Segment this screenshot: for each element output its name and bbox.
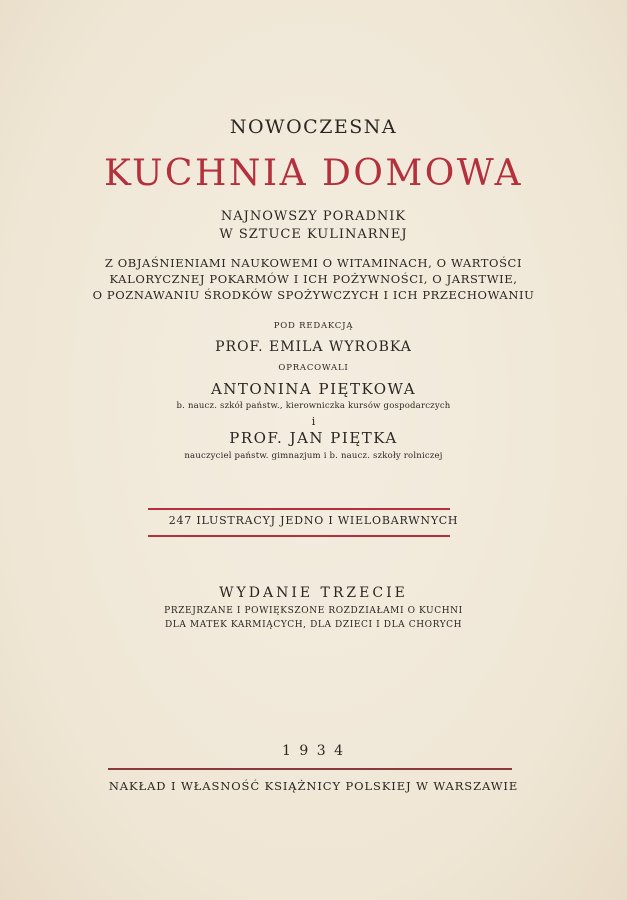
- author1-desc: b. naucz. szkół państw., kierowniczka kursów gospodarczych: [176, 401, 451, 411]
- description-line-2: KALORYCZNEJ POKARMÓW I ICH POŻYWNOŚCI, O JARSTWIE,: [109, 272, 518, 286]
- conjunction: i: [311, 415, 316, 428]
- edition-desc-line-1: PRZEJRZANE I POWIĘKSZONE ROZDZIAŁAMI O KUCHNI: [164, 606, 463, 616]
- author1-name: ANTONINA PIĘTKOWA: [210, 380, 417, 398]
- description-line-1: Z OBJAŚNIENIAMI NAUKOWEMI O WITAMINACH, O WARTOŚCI: [104, 256, 523, 270]
- title-top: NOWOCZESNA: [229, 116, 398, 138]
- description-line-3: O POZNAWANIU ŚRODKÓW SPOŻYWCZYCH I ICH PRZECHOWANIU: [92, 288, 535, 302]
- authors-label: OPRACOWALI: [278, 363, 349, 373]
- author2-desc: nauczyciel państw. gimnazjum i b. naucz. szkoły rolniczej: [184, 451, 443, 461]
- publisher-rule: [108, 768, 512, 770]
- illustrations-rule-top: [148, 508, 450, 510]
- title-main: KUCHNIA DOMOWA: [103, 153, 523, 194]
- illustrations-rule-bottom: [148, 535, 450, 537]
- publisher-line: NAKŁAD I WŁASNOŚĆ KSIĄŻNICY POLSKIEJ W WARSZAWIE: [108, 779, 519, 793]
- illustrations-note: 247 ILUSTRACYJ JEDNO I WIELOBARWNYCH: [168, 514, 459, 527]
- edition-desc-line-2: DLA MATEK KARMIĄCYCH, DLA DZIECI I DLA CHORYCH: [164, 620, 463, 630]
- subtitle-line-2: W SZTUCE KULINARNEJ: [219, 227, 408, 242]
- publication-year: 1 9 3 4: [282, 743, 345, 759]
- editor-name: PROF. EMILA WYROBKA: [215, 339, 412, 355]
- author2-name: PROF. JAN PIĘTKA: [229, 429, 398, 447]
- subtitle-line-1: NAJNOWSZY PORADNIK: [220, 209, 407, 224]
- edition-title: WYDANIE TRZECIE: [219, 585, 408, 601]
- editor-label: POD REDAKCJĄ: [273, 321, 354, 331]
